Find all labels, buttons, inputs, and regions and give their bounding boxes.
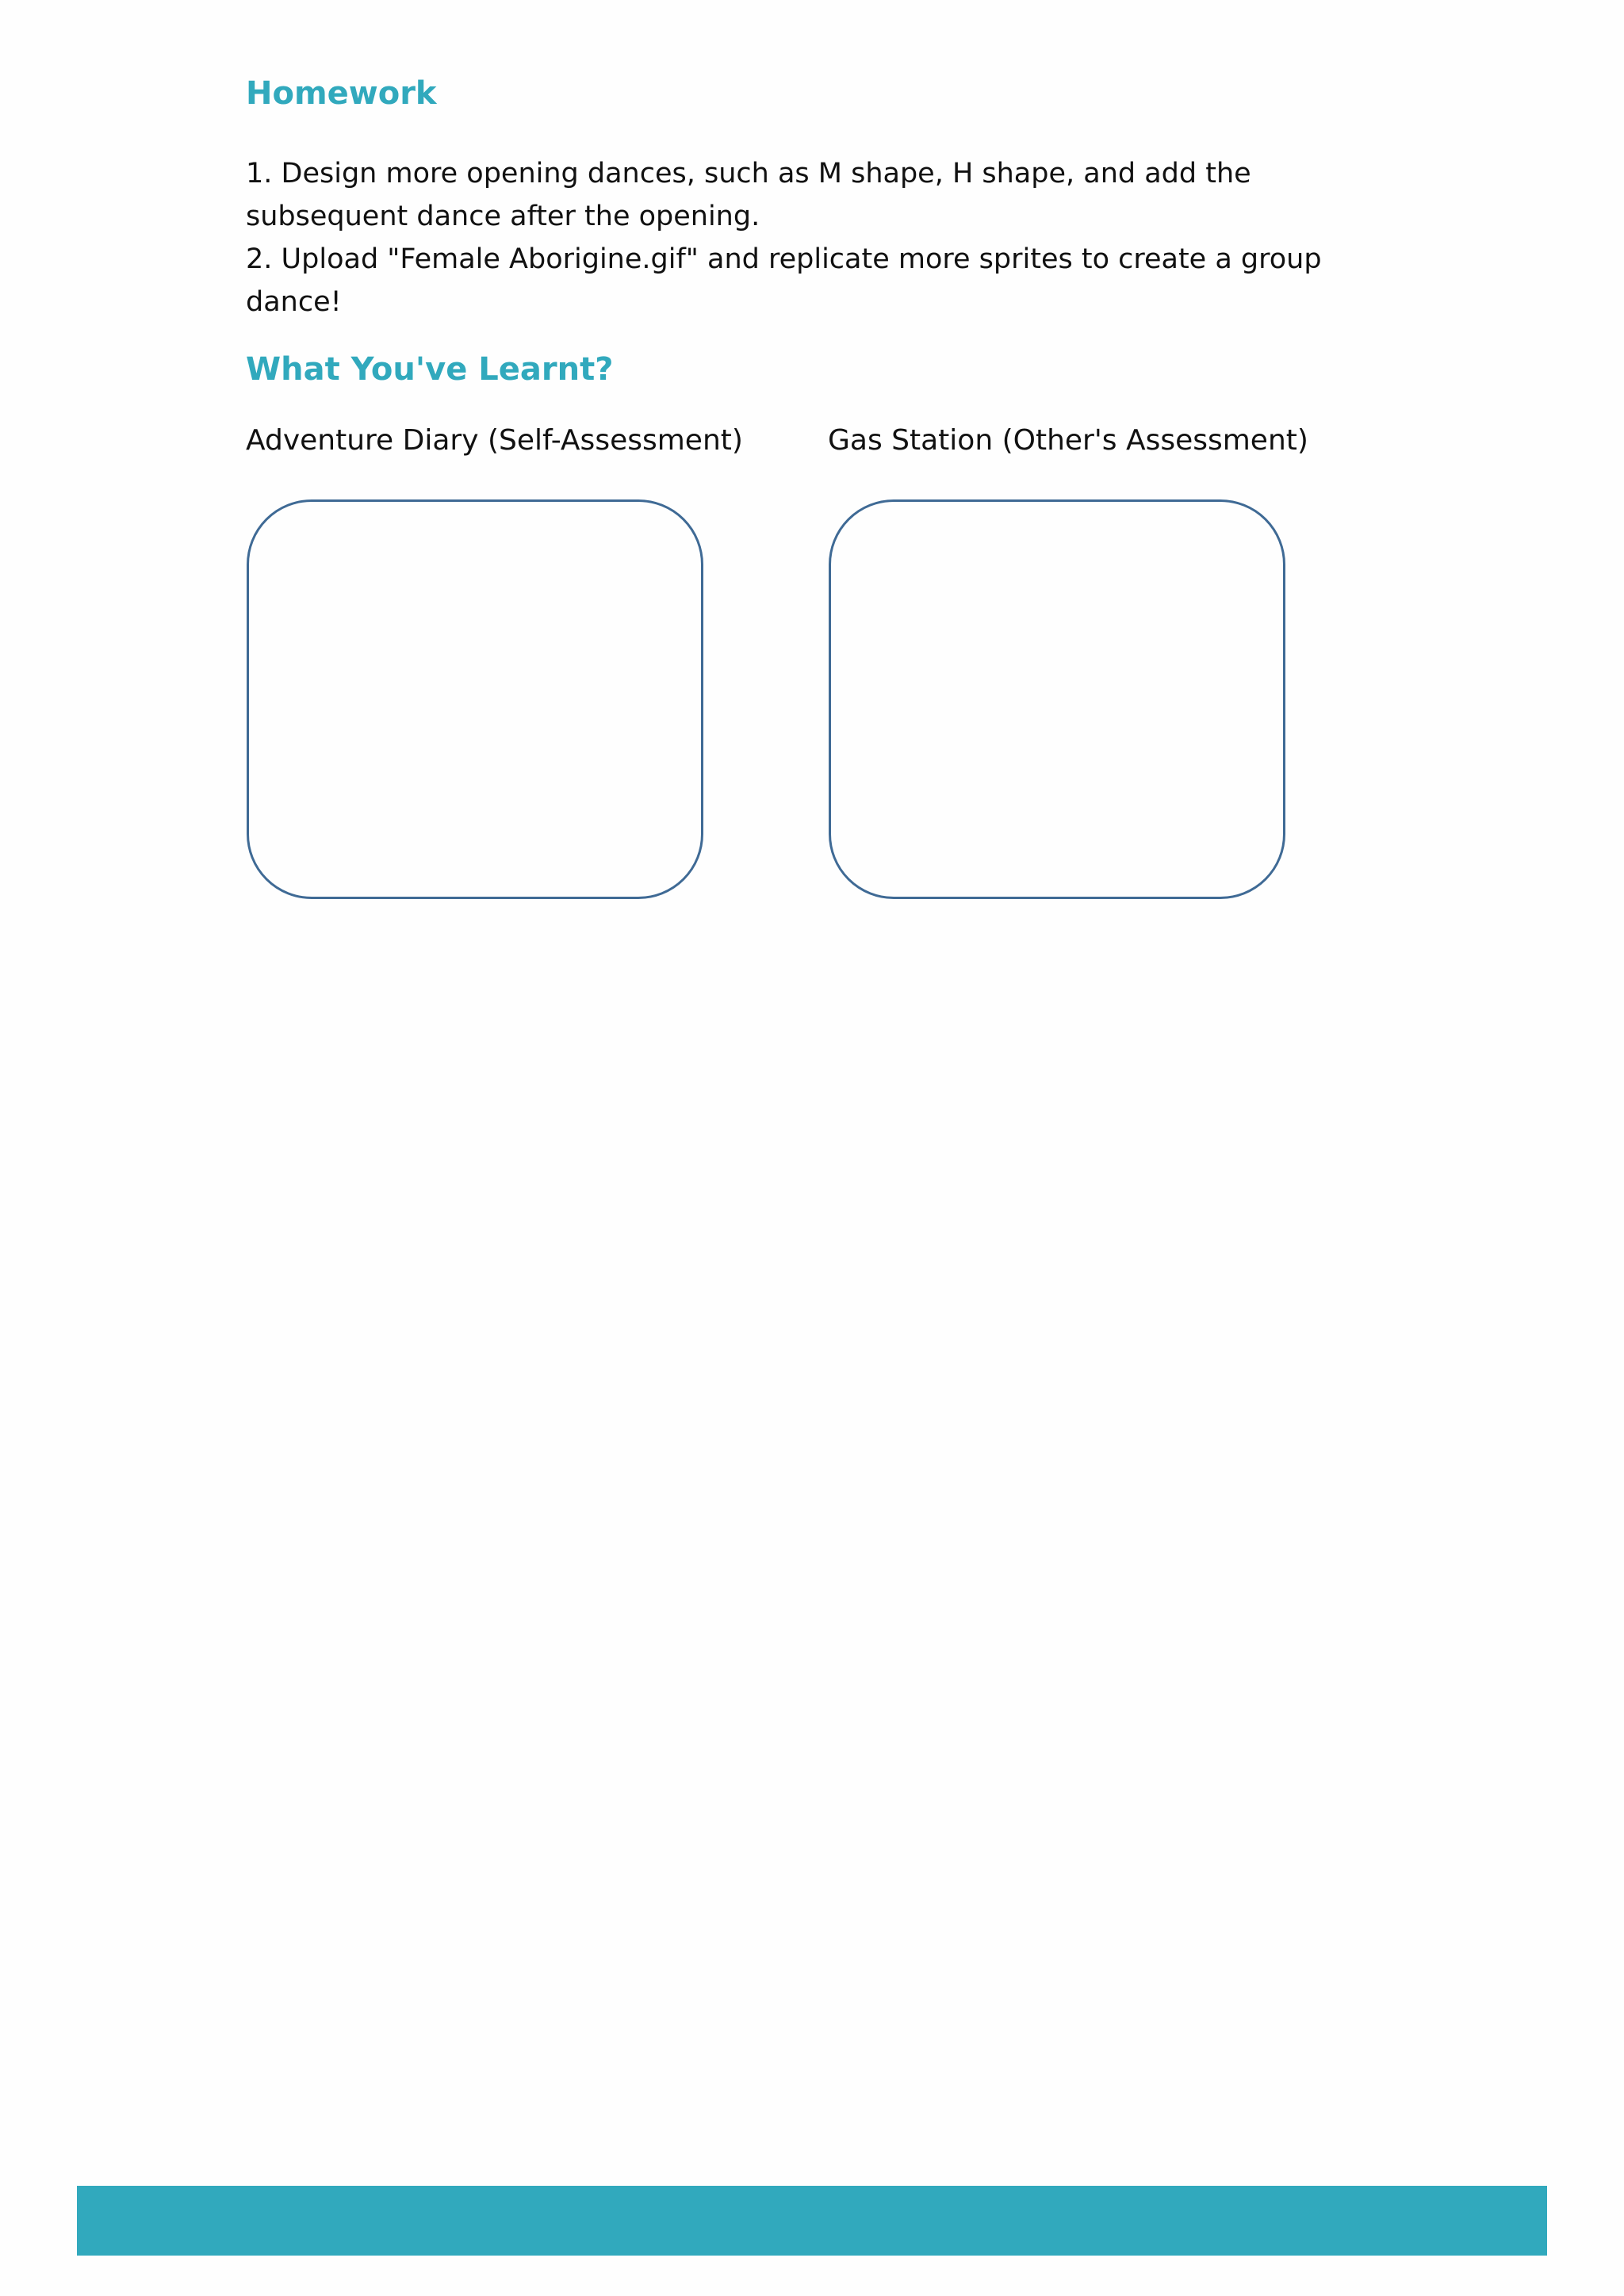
homework-list bbox=[246, 152, 1396, 323]
self-assessment-box[interactable] bbox=[247, 499, 703, 899]
learnt-heading: What You've Learnt? bbox=[246, 351, 614, 388]
homework-item-2: 2. Upload "Female Aborigine.gif" and replicate more sprites to create a group dance! bbox=[246, 243, 1322, 318]
footer-bar bbox=[77, 2186, 1547, 2256]
self-assessment-label: Adventure Diary (Self-Assessment) bbox=[246, 424, 743, 457]
other-assessment-box[interactable] bbox=[829, 499, 1285, 899]
other-assessment-label: Gas Station (Other's Assessment) bbox=[828, 424, 1308, 457]
homework-item-1: 1. Design more opening dances, such as M shape, H shape, and add the subsequent dance after the opening. bbox=[246, 158, 1251, 232]
homework-heading: Homework bbox=[246, 75, 437, 112]
